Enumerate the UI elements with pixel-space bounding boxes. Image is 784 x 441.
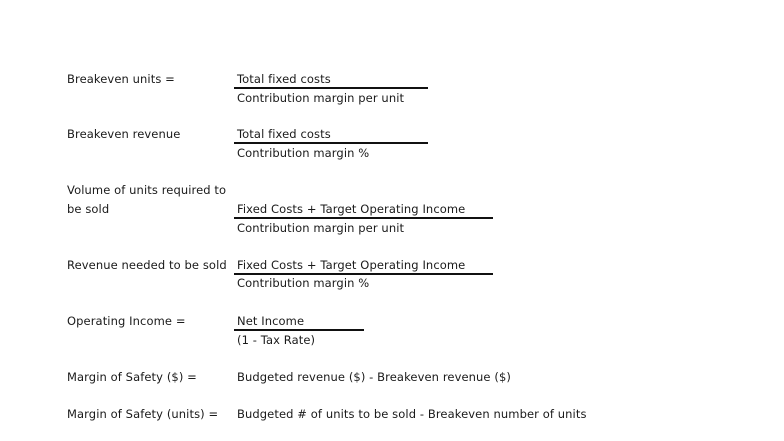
operating-income-denominator: (1 - Tax Rate) — [237, 333, 316, 347]
breakeven-units-label: Breakeven units = — [67, 72, 175, 86]
target-revenue-label: Revenue needed to be sold — [67, 258, 227, 272]
margin-of-safety-dollars-expression: Budgeted revenue ($) - Breakeven revenue ($) — [237, 370, 511, 384]
operating-income-fraction-bar — [234, 329, 364, 331]
target-volume-label-line1: Volume of units required to — [67, 183, 227, 197]
breakeven-revenue-fraction-bar — [234, 142, 428, 144]
margin-of-safety-units-label: Margin of Safety (units) = — [67, 407, 219, 421]
breakeven-revenue-numerator: Total fixed costs — [237, 127, 331, 141]
breakeven-units-numerator: Total fixed costs — [237, 72, 331, 86]
target-revenue-numerator: Fixed Costs + Target Operating Income — [237, 258, 466, 272]
margin-of-safety-dollars-label: Margin of Safety ($) = — [67, 370, 197, 384]
breakeven-units-fraction-bar — [234, 87, 428, 89]
operating-income-numerator: Net Income — [237, 314, 305, 328]
target-volume-fraction-bar — [234, 217, 493, 219]
target-revenue-fraction-bar — [234, 273, 493, 275]
breakeven-revenue-denominator: Contribution margin % — [237, 146, 370, 160]
breakeven-units-denominator: Contribution margin per unit — [237, 91, 405, 105]
target-volume-label-line2: be sold — [67, 202, 110, 216]
breakeven-revenue-label: Breakeven revenue — [67, 127, 181, 141]
target-volume-numerator: Fixed Costs + Target Operating Income — [237, 202, 466, 216]
target-revenue-denominator: Contribution margin % — [237, 276, 370, 290]
target-volume-denominator: Contribution margin per unit — [237, 221, 405, 235]
margin-of-safety-units-expression: Budgeted # of units to be sold - Breakeven number of units — [237, 407, 587, 421]
operating-income-label: Operating Income = — [67, 314, 186, 328]
